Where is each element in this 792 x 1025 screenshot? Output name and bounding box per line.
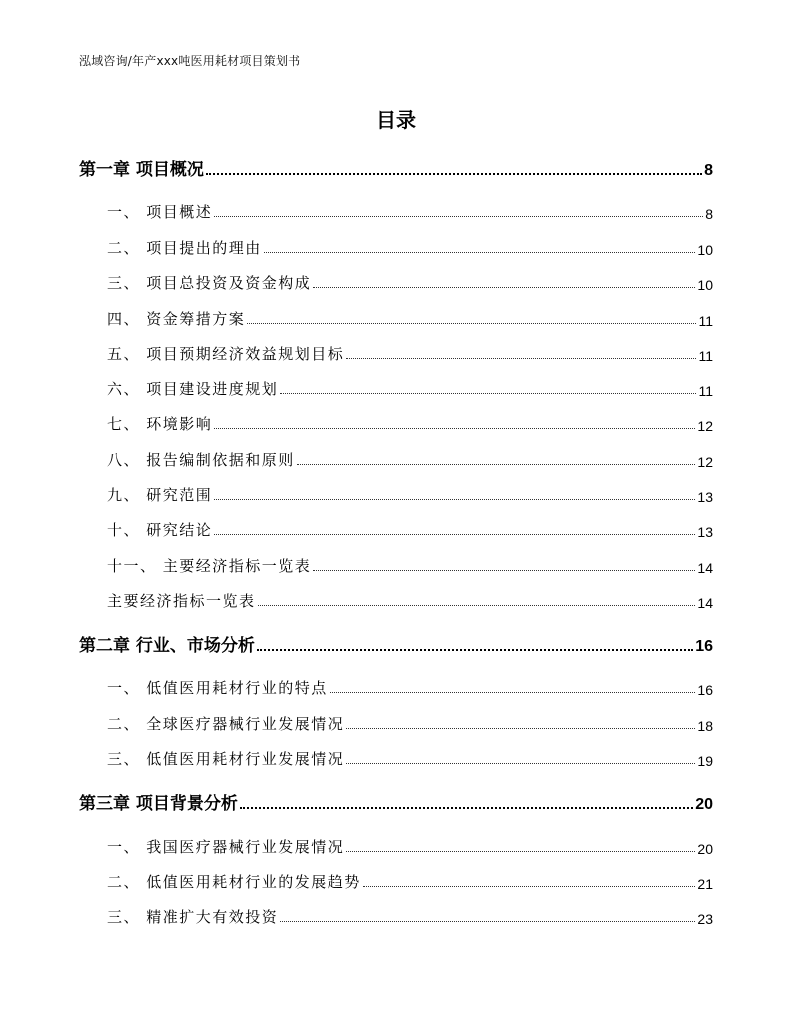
toc-chapter-entry[interactable]: [79, 789, 713, 814]
toc-entry-page: 11: [698, 348, 713, 364]
dot-leader: [214, 533, 695, 535]
toc-section-entry[interactable]: [107, 378, 713, 399]
toc-chapter-entry[interactable]: [79, 155, 713, 180]
toc-entry-label: 一、 低值医用耗材行业的特点: [107, 679, 328, 697]
toc-entry-page: 10: [697, 242, 713, 258]
toc-entry-label: 第三章 项目背景分析: [79, 794, 238, 814]
dot-leader: [313, 569, 695, 571]
toc-section-entry[interactable]: [107, 590, 713, 611]
toc-entry-label: 一、 项目概述: [107, 203, 213, 221]
toc-entry-label: 七、 环境影响: [107, 415, 213, 433]
toc-entry-page: 8: [705, 206, 713, 222]
toc-entry-label: 主要经济指标一览表: [107, 592, 256, 610]
toc-section-entry[interactable]: [107, 237, 713, 258]
toc-section-entry[interactable]: [107, 308, 713, 329]
dot-leader: [214, 498, 695, 500]
toc-section-entry[interactable]: [107, 713, 713, 734]
dot-leader: [214, 215, 703, 217]
toc-entry-label: 二、 项目提出的理由: [107, 239, 262, 257]
toc-entry-label: 四、 资金筹措方案: [107, 310, 246, 328]
toc-entry-page: 16: [697, 682, 713, 698]
dot-leader: [214, 427, 695, 429]
toc-entry-page: 21: [697, 876, 713, 892]
toc-entry-page: 11: [698, 313, 713, 329]
toc-section-entry[interactable]: [107, 677, 713, 698]
toc-section-entry[interactable]: [107, 343, 713, 364]
dot-leader: [313, 286, 695, 288]
dot-leader: [297, 463, 696, 465]
toc-entry-page: 10: [697, 277, 713, 293]
dot-leader: [257, 648, 693, 651]
toc-section-entry[interactable]: [107, 748, 713, 769]
toc-section-entry[interactable]: [107, 555, 713, 576]
toc-entry-label: 三、 项目总投资及资金构成: [107, 274, 312, 292]
toc-entry-label: 第二章 行业、市场分析: [79, 636, 255, 656]
toc-entry-page: 23: [697, 911, 713, 927]
toc-entry-label: 十一、 主要经济指标一览表: [107, 557, 312, 575]
dot-leader: [346, 850, 695, 852]
dot-leader: [206, 172, 702, 175]
dot-leader: [346, 357, 696, 359]
toc-entry-label: 第一章 项目概况: [79, 160, 204, 180]
toc-entry-label: 五、 项目预期经济效益规划目标: [107, 345, 345, 363]
toc-entry-label: 六、 项目建设进度规划: [107, 380, 279, 398]
toc-entry-page: 12: [697, 418, 713, 434]
toc-entry-label: 九、 研究范围: [107, 486, 213, 504]
dot-leader: [264, 251, 696, 253]
toc-section-entry[interactable]: [107, 519, 713, 540]
toc-entry-label: 三、 精准扩大有效投资: [107, 908, 279, 926]
toc-entry-page: 19: [697, 753, 713, 769]
toc-entry-page: 13: [697, 524, 713, 540]
dot-leader: [363, 885, 696, 887]
dot-leader: [330, 691, 696, 693]
toc-entry-page: 20: [697, 841, 713, 857]
toc-section-entry[interactable]: [107, 484, 713, 505]
toc-entry-page: 12: [697, 454, 713, 470]
dot-leader: [346, 727, 695, 729]
toc-entry-page: 14: [697, 560, 713, 576]
dot-leader: [258, 604, 696, 606]
toc-section-entry[interactable]: [107, 449, 713, 470]
toc-title: 目录: [376, 108, 416, 132]
dot-leader: [247, 322, 696, 324]
toc-entry-page: 18: [697, 718, 713, 734]
dot-leader: [240, 806, 693, 809]
running-header: 泓域咨询/年产xxx吨医用耗材项目策划书: [79, 54, 301, 68]
dot-leader: [346, 762, 695, 764]
toc-entry-page: 8: [704, 162, 713, 179]
toc-chapter-entry[interactable]: [79, 631, 713, 656]
toc-entry-label: 二、 全球医疗器械行业发展情况: [107, 715, 345, 733]
toc-section-entry[interactable]: [107, 836, 713, 857]
toc-section-entry[interactable]: [107, 272, 713, 293]
toc-section-entry[interactable]: [107, 871, 713, 892]
toc-entry-page: 11: [698, 383, 713, 399]
toc-entry-page: 16: [695, 638, 713, 655]
toc-entry-label: 八、 报告编制依据和原则: [107, 451, 295, 469]
toc-section-entry[interactable]: [107, 906, 713, 927]
toc-entry-page: 14: [697, 595, 713, 611]
toc-section-entry[interactable]: [107, 413, 713, 434]
toc-entry-label: 三、 低值医用耗材行业发展情况: [107, 750, 345, 768]
toc-entry-label: 二、 低值医用耗材行业的发展趋势: [107, 873, 361, 891]
dot-leader: [280, 920, 695, 922]
toc-entry-label: 一、 我国医疗器械行业发展情况: [107, 838, 345, 856]
toc-entry-page: 20: [695, 796, 713, 813]
toc-section-entry[interactable]: [107, 201, 713, 222]
toc-entry-label: 十、 研究结论: [107, 521, 213, 539]
dot-leader: [280, 392, 696, 394]
toc-entry-page: 13: [697, 489, 713, 505]
